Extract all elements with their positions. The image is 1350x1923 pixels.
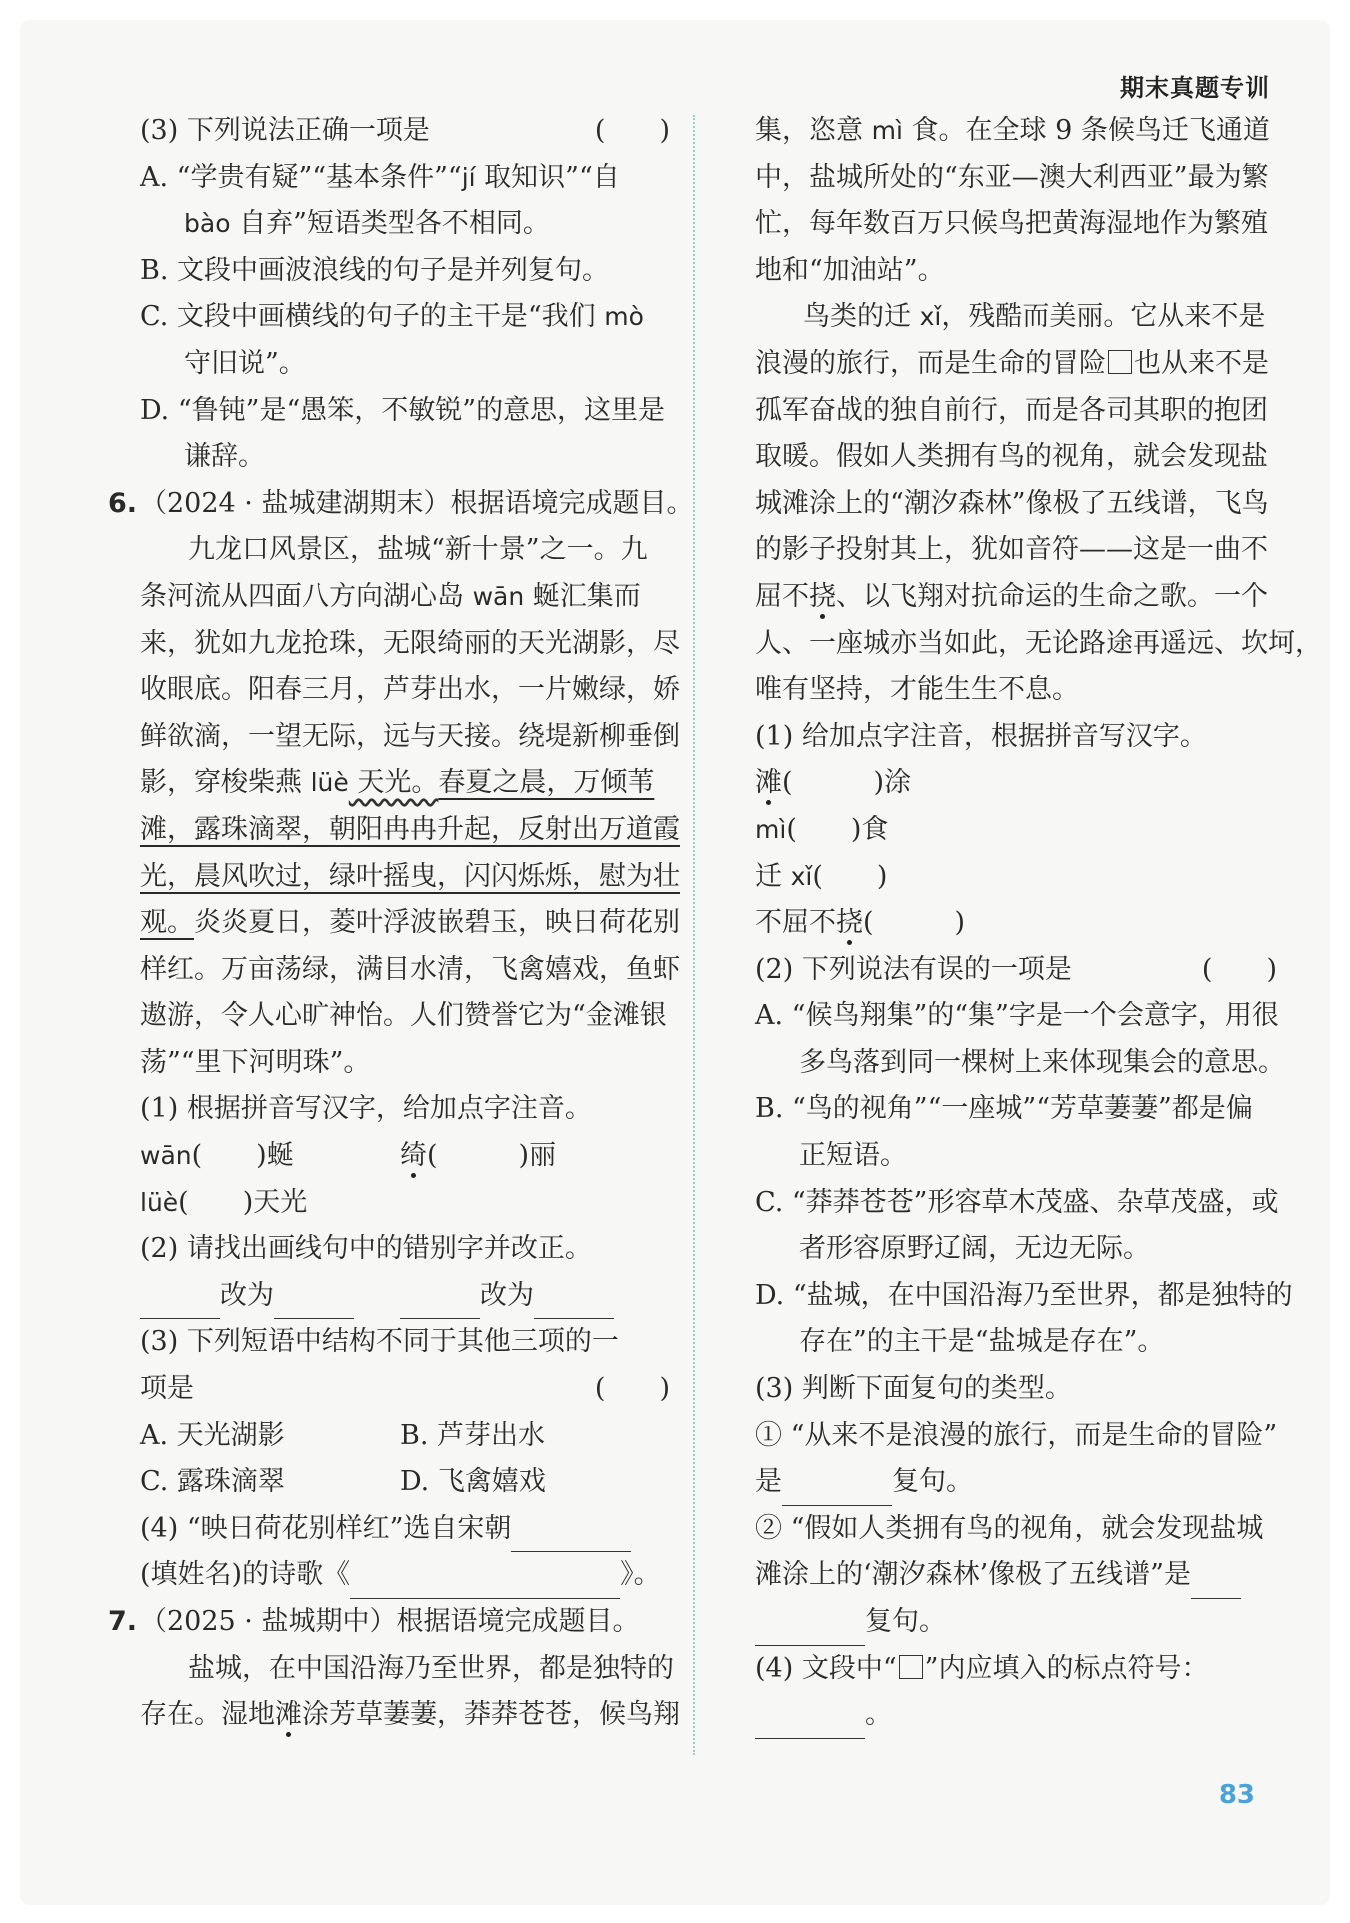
- q7-passage-line: 浪漫的旅行，而是生命的冒险 也从来不是: [755, 347, 1269, 379]
- q7-sub3-item-1: ① “从来不是浪漫的旅行，而是生命的冒险”: [755, 1419, 1278, 1451]
- q6-passage-line: 遨游，令人心旷神怡。人们赞誉它为“金滩银: [140, 1000, 667, 1032]
- q6-passage-line: 荡”“里下河明珠”。: [140, 1046, 371, 1078]
- q7-sub4-answer: 。: [755, 1692, 1277, 1739]
- answer-paren[interactable]: ( ): [594, 115, 670, 146]
- q7-passage-line: 鸟类的迁 xǐ，残酷而美丽。它从来不是: [803, 301, 1266, 333]
- q6-passage-line: 光，晨风吹过，绿叶摇曳，闪闪烁烁，慰为壮: [140, 860, 680, 892]
- q5-3-stem: (3) 下列说法正确一项是 ( ): [140, 108, 670, 155]
- q6-sub3-options: A. 天光湖影 B. 芦芽出水: [140, 1419, 546, 1451]
- left-column: [108, 108, 694, 1739]
- answer-blank[interactable]: [755, 1708, 865, 1739]
- q6-passage-line: 鲜欲滴，一望无际，远与天接。绕堤新柳垂倒: [140, 720, 680, 752]
- q5-3-option-c: C. 文段中画横线的句子的主干是“我们 mò: [140, 301, 644, 333]
- q7-passage-line: 取暖。假如人类拥有鸟的视角，就会发现盐: [755, 441, 1268, 473]
- q6-sub1-items: wān( )蜒 绮( )丽: [140, 1133, 670, 1180]
- answer-blank[interactable]: [140, 1288, 220, 1319]
- q6-sub1-stem: (1) 根据拼音写汉字，给加点字注音。: [140, 1093, 592, 1125]
- q7-sub2-option-a-cont: 多鸟落到同一棵树上来体现集会的意思。: [799, 1046, 1285, 1078]
- q7-passage-line: 存在。湿地滩涂芳草萋萋，莽莽苍苍，候鸟翔: [140, 1699, 680, 1731]
- punctuation-box: [899, 1655, 923, 1679]
- q6-passage-line: 影，穿梭柴燕 lüè 天光。春夏之晨，万倾苇: [140, 767, 655, 799]
- q6-passage-line: 条河流从四面八方向湖心岛 wān 蜒汇集而: [140, 580, 641, 612]
- punctuation-box: [1108, 350, 1132, 374]
- answer-blank[interactable]: [274, 1288, 354, 1319]
- q7-sub4-stem: (4) 文段中“ ”内应填入的标点符号：: [755, 1652, 1209, 1684]
- answer-paren[interactable]: ( ): [1201, 953, 1277, 985]
- q7-passage-line: 集，恣意 mì 食。在全球 9 条候鸟迁飞通道: [755, 115, 1270, 146]
- q7-sub1-item: 不屈不挠( ): [755, 900, 1277, 947]
- q7-sub3-item-2: ② “假如人类拥有鸟的视角，就会发现盐城: [755, 1512, 1264, 1544]
- q7-sub2-option-d-cont: 存在”的主干是“盐城是存在”。: [799, 1326, 1165, 1358]
- q6-sub2-blanks: 改为 改为: [140, 1273, 670, 1320]
- q7-sub2-option-c-cont: 者形容原野辽阔，无边无际。: [799, 1233, 1150, 1265]
- q6-passage-line: 滩，露珠滴翠，朝阳冉冉升起，反射出万道霞: [140, 813, 680, 845]
- q6-sub2-stem: (2) 请找出画线句中的错别字并改正。: [140, 1233, 592, 1265]
- answer-blank[interactable]: [511, 1521, 631, 1552]
- q6-sub3-stem: (3) 下列短语中结构不同于其他三项的一: [140, 1326, 619, 1358]
- q7-passage-line: 屈不挠、以飞翔对抗命运的生命之歌。一个: [755, 580, 1268, 612]
- answer-blank[interactable]: [755, 1615, 865, 1646]
- answer-paren[interactable]: ( ): [191, 1140, 267, 1172]
- answer-paren[interactable]: ( ): [863, 907, 966, 939]
- q7-sub2-stem: (2) 下列说法有误的一项是 ( ): [755, 947, 1277, 994]
- q7-passage-line: 城滩涂上的“潮汐森林”像极了五线谱，飞鸟: [755, 487, 1269, 519]
- q7-sub1-item: 滩( )涂: [755, 760, 1277, 807]
- q6-passage-line: 收眼底。阳春三月，芦芽出水，一片嫩绿，娇: [140, 674, 680, 706]
- page-header-title: 期末真题专训: [1120, 74, 1270, 102]
- q7-passage-line: 的影子投射其上，犹如音符——这是一曲不: [755, 534, 1268, 566]
- q7-sub1-item: mì( )食: [755, 807, 1277, 854]
- q7-passage-line: 人、一座城亦当如此，无论路途再遥远、坎坷，: [755, 627, 1322, 659]
- q7-passage-line: 中，盐城所处的“东亚—澳大利西亚”最为繁: [755, 161, 1269, 193]
- q6-sub3-options: C. 露珠滴翠 D. 飞禽嬉戏: [140, 1466, 546, 1498]
- answer-paren[interactable]: ( ): [782, 767, 885, 799]
- answer-blank[interactable]: [350, 1568, 620, 1599]
- answer-blank[interactable]: [1191, 1568, 1241, 1599]
- q7-sub1-item: 迁 xǐ( ): [755, 854, 1277, 901]
- q7-passage-line: 孤军奋战的独自前行，而是各司其职的抱团: [755, 394, 1268, 426]
- q6-sub4-stem: (4) “映日荷花别样红”选自宋朝: [140, 1506, 670, 1553]
- q6-passage-line: 来，犹如九龙抢珠，无限绮丽的天光湖影，尽: [140, 627, 680, 659]
- q5-3-option-d: D. “鲁钝”是“愚笨，不敏锐”的意思，这里是: [140, 394, 666, 426]
- page-number: 83: [1218, 1780, 1255, 1810]
- q7-sub3-item-1-cont: 是 复句。: [755, 1459, 1277, 1506]
- q6-passage-line: 观。炎炎夏日，菱叶浮波嵌碧玉，映日荷花别: [140, 907, 680, 939]
- q5-3-option-a-cont: bào 自弃”短语类型各不相同。: [184, 208, 550, 240]
- q6-passage-line: 九龙口风景区，盐城“新十景”之一。九: [188, 534, 648, 566]
- q7-sub2-option-b: B. “鸟的视角”“一座城”“芳草萋萋”都是偏: [755, 1093, 1253, 1125]
- q7-passage-line: 地和“加油站”。: [755, 254, 945, 286]
- q7-passage-line: 唯有坚持，才能生生不息。: [755, 674, 1079, 706]
- q6-sub3-stem-cont: 项是 ( ): [140, 1366, 670, 1413]
- column-divider: [693, 115, 695, 1755]
- q7-passage-line: 忙，每年数百万只候鸟把黄海湿地作为繁殖: [755, 208, 1268, 240]
- q7-sub2-option-c: C. “莽莽苍苍”形容草木茂盛、杂草茂盛，或: [755, 1186, 1279, 1218]
- answer-paren[interactable]: ( ): [786, 813, 862, 845]
- q7-sub2-option-b-cont: 正短语。: [799, 1140, 907, 1172]
- q7-sub3-item-2-cont: 复句。: [755, 1599, 1277, 1646]
- right-column: [755, 108, 1322, 1739]
- q5-3-option-b: B. 文段中画波浪线的句子是并列复句。: [140, 254, 610, 286]
- q7-sub1-stem: (1) 给加点字注音，根据拼音写汉字。: [755, 720, 1207, 752]
- q7-sub3-item-2-cont: 滩涂上的‘潮汐森林’像极了五线谱”是: [755, 1552, 1277, 1599]
- answer-paren[interactable]: ( ): [427, 1140, 530, 1172]
- q7-sub2-option-d: D. “盐城，在中国沿海乃至世界，都是独特的: [755, 1279, 1293, 1311]
- q5-3-option-c-cont: 守旧说”。: [184, 347, 306, 379]
- answer-blank[interactable]: [782, 1475, 892, 1506]
- q6-heading: 6. （2024 · 盐城建湖期末）根据语境完成题目。: [108, 487, 694, 519]
- answer-blank[interactable]: [534, 1288, 614, 1319]
- q6-sub1-items: lüè( )天光: [140, 1180, 670, 1227]
- q7-heading: 7. （2025 · 盐城期中）根据语境完成题目。: [108, 1606, 640, 1637]
- q7-passage-line: 盐城，在中国沿海乃至世界，都是独特的: [188, 1652, 674, 1684]
- answer-paren[interactable]: ( ): [812, 860, 888, 892]
- answer-paren[interactable]: ( ): [178, 1186, 254, 1218]
- q6-sub4-stem-cont: (填姓名)的诗歌《 》。: [140, 1552, 670, 1599]
- answer-blank[interactable]: [400, 1288, 480, 1319]
- q7-sub2-option-a: A. “候鸟翔集”的“集”字是一个会意字，用很: [755, 1000, 1279, 1032]
- q6-passage-line: 样红。万亩荡绿，满目水清，飞禽嬉戏，鱼虾: [140, 953, 680, 985]
- answer-paren[interactable]: ( ): [594, 1373, 670, 1405]
- q5-3-option-a: A. “学贵有疑”“基本条件”“jí 取知识”“自: [140, 161, 620, 193]
- q5-3-option-d-cont: 谦辞。: [184, 441, 265, 473]
- q7-sub3-stem: (3) 判断下面复句的类型。: [755, 1373, 1072, 1405]
